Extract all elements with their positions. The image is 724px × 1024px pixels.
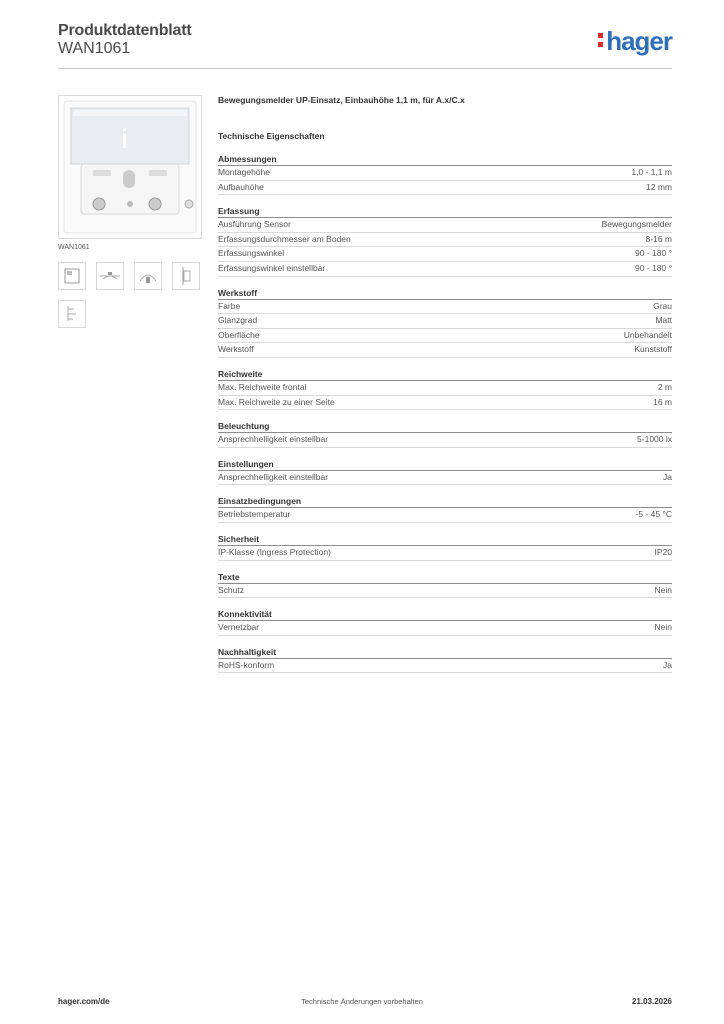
footer-website: hager.com/de [58,997,110,1006]
property-row [218,247,672,262]
section-title: Werkstoff [218,287,672,300]
logo-dots-icon [598,33,604,51]
property-label: Oberfläche [218,329,260,340]
property-value: 12 mm [646,181,672,192]
dimension-drawing-icon [59,301,85,327]
section-title: Einstellungen [218,458,672,471]
document-title: Produktdatenblatt [58,22,192,39]
section-9 [218,608,672,636]
thumbnail-image-front[interactable] [58,262,86,290]
property-row [218,329,672,344]
section-5 [218,458,672,486]
property-row [218,508,672,523]
property-label: Ansprechhelligkeit einstellbar [218,471,329,482]
property-label: Erfassungswinkel [218,248,285,259]
property-value: Matt [655,315,672,326]
property-row [218,396,672,411]
property-value: 16 m [653,396,672,407]
thumbnail-image-detection[interactable] [96,262,124,290]
hager-logo [598,28,672,54]
property-row [218,343,672,358]
property-label: Erfassungswinkel einstellbar [218,262,326,273]
property-value: Unbehandelt [623,329,672,340]
property-label: RoHS-konform [218,659,275,670]
section-title: Konnektivität [218,608,672,621]
section-10 [218,646,672,674]
section-title: Nachhaltigkeit [218,646,672,659]
section-title: Reichweite [218,368,672,381]
device-side-icon [173,263,199,289]
device-front-icon [59,263,85,289]
property-label: Max. Reichweite zu einer Seite [218,396,335,407]
property-value: Ja [663,471,672,482]
section-title: Einsatzbedingungen [218,495,672,508]
property-label: Aufbauhöhe [218,181,264,192]
section-7 [218,533,672,561]
property-value: 1,0 - 1,1 m [631,167,672,177]
property-label: Ansprechhelligkeit einstellbar [218,434,329,445]
property-row [218,546,672,561]
property-value: 5-1000 lx [637,434,672,445]
property-value: IP20 [654,546,672,557]
property-value: -5 - 45 °C [635,509,672,520]
thumbnail-image-side[interactable] [172,262,200,290]
product-data-content [218,95,672,673]
property-row [218,584,672,599]
property-label: Schutz [218,584,244,595]
motion-detector-icon [59,96,201,238]
thumbnail-image-range[interactable] [134,262,162,290]
property-label: IP-Klasse (Ingress Protection) [218,546,331,557]
property-label: Montagehöhe [218,167,270,177]
header-divider [58,68,672,69]
property-value: 90 - 180 ° [635,248,672,259]
property-value: 2 m [657,381,672,392]
property-row [218,181,672,196]
property-label: Betriebstemperatur [218,509,291,520]
property-value: Kunststoff [634,344,672,355]
range-diagram-icon [135,263,161,289]
image-caption: WAN1061 [58,244,90,251]
technical-properties-heading: Technische Eigenschaften [218,131,325,141]
footer-date: 21.03.2026 [631,997,672,1006]
property-value: Grau [653,300,672,311]
property-row [218,262,672,277]
section-title: Erfassung [218,205,672,218]
section-title: Sicherheit [218,533,672,546]
property-row [218,433,672,448]
property-label: Farbe [218,300,241,311]
section-title: Abmessungen [218,153,672,166]
property-row [218,621,672,636]
property-label: Glanzgrad [218,315,258,326]
property-row [218,314,672,329]
logo-text: hager [606,26,672,56]
section-6 [218,495,672,523]
property-value: 8-16 m [645,233,672,244]
product-code: WAN1061 [58,40,131,57]
property-label: Erfassungsdurchmesser am Boden [218,233,351,244]
page-header [58,20,672,70]
section-title: Beleuchtung [218,420,672,433]
property-row [218,218,672,233]
section-2 [218,287,672,358]
property-label: Ausführung Sensor [218,219,291,230]
thumbnail-image-dimensions[interactable] [58,300,86,328]
property-row [218,659,672,674]
property-row [218,471,672,486]
property-row [218,233,672,248]
property-row [218,381,672,396]
footer-disclaimer: Technische Änderungen vorbehalten [301,997,423,1006]
property-label: Vernetzbar [218,622,260,633]
section-1 [218,205,672,276]
section-3 [218,368,672,410]
product-image [58,95,202,239]
properties-sections [218,153,672,673]
detection-diagram-icon [97,263,123,289]
section-8 [218,571,672,599]
section-title: Texte [218,571,672,584]
property-row [218,166,672,181]
property-value: 90 - 180 ° [635,262,672,273]
section-4 [218,420,672,448]
product-description: Bewegungsmelder UP-Einsatz, Einbauhöhe 1,1 m, für A.x/C.x [218,95,465,105]
property-value: Ja [663,659,672,670]
property-value: Bewegungsmelder [601,219,672,230]
property-label: Werkstoff [218,344,254,355]
property-value: Nein [654,622,672,633]
section-0 [218,153,672,195]
property-row [218,300,672,315]
property-label: Max. Reichweite frontal [218,381,307,392]
property-value: Nein [654,584,672,595]
